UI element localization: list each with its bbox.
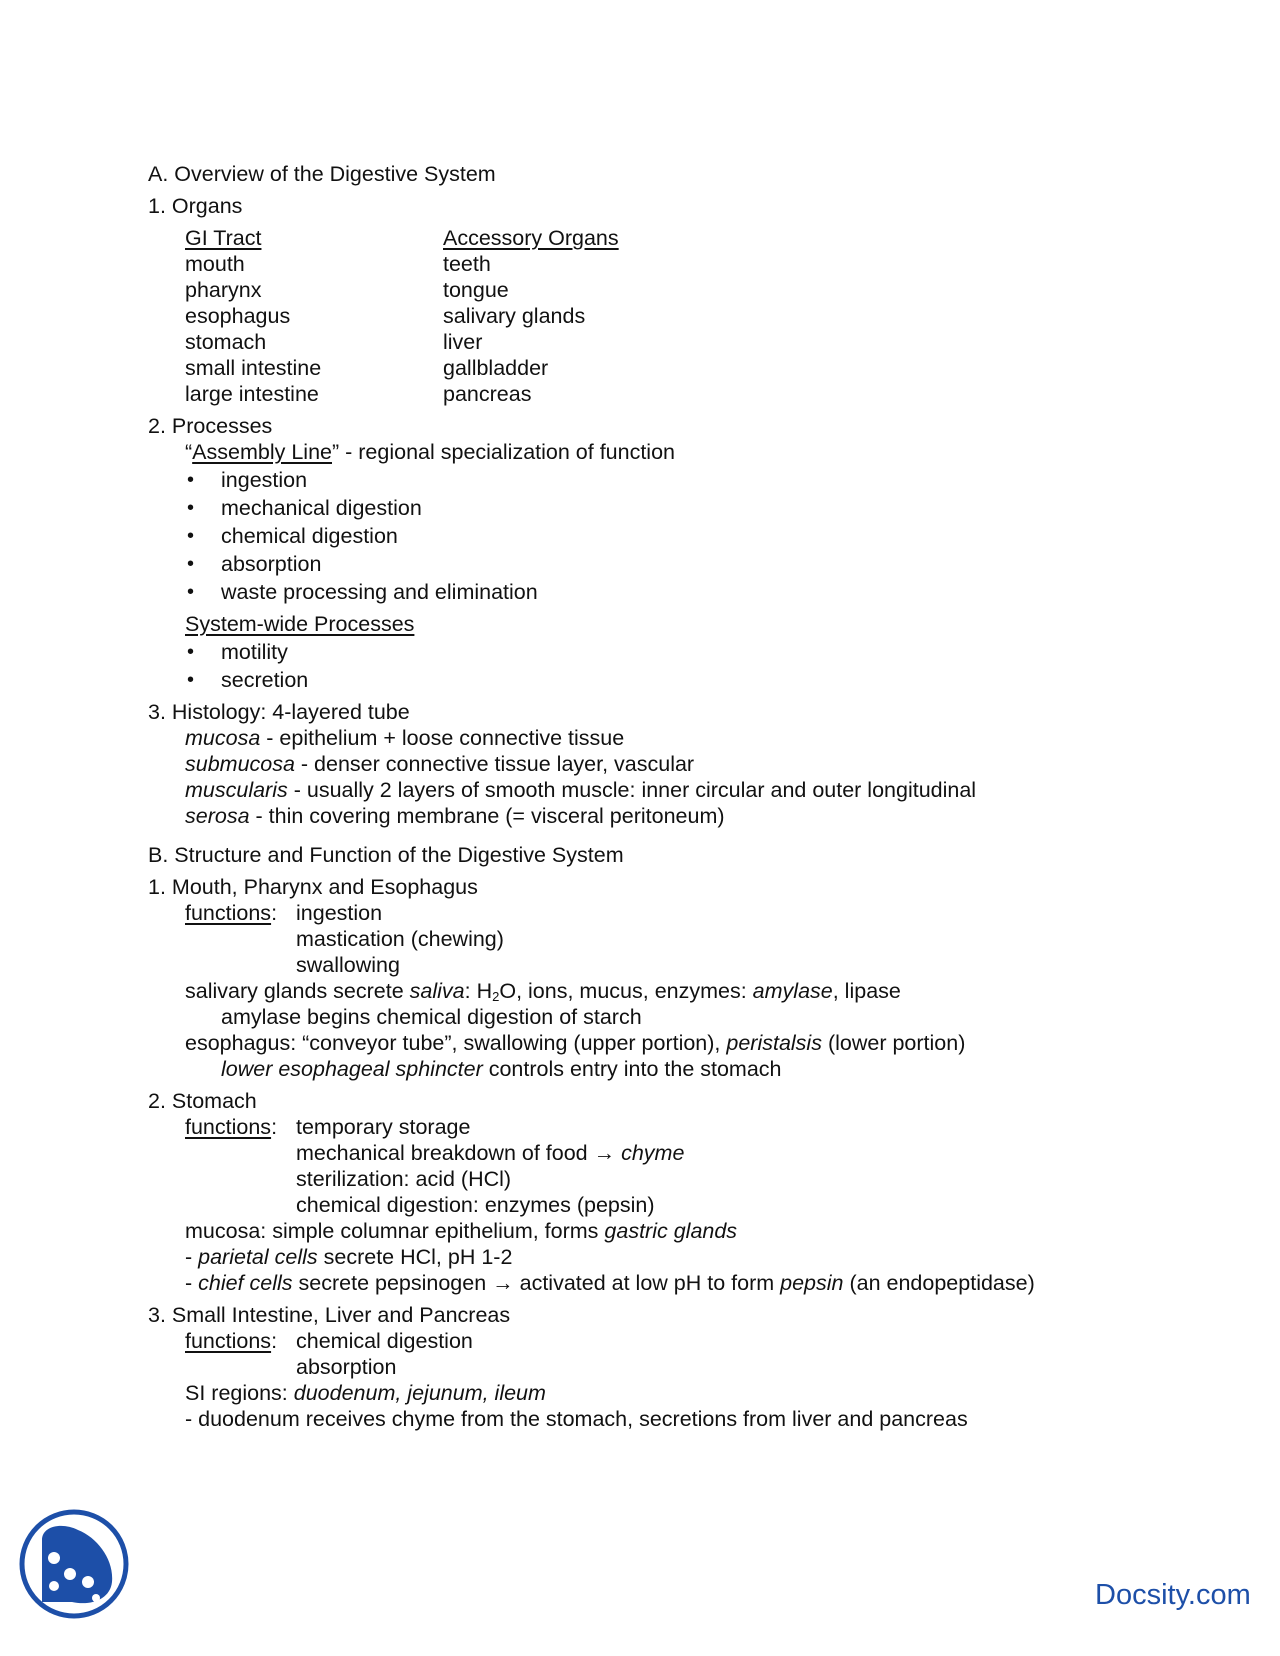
text: esophagus: “conveyor tube”, swallowing (upper portion), (185, 1031, 727, 1055)
docsity-logo-icon[interactable] (18, 1508, 130, 1620)
text: mucosa: simple columnar epithelium, forms (185, 1219, 605, 1243)
text: - (185, 1245, 199, 1269)
layer-desc: - epithelium + loose connective tissue (260, 726, 625, 750)
amylase-term: amylase (752, 979, 833, 1003)
sphincter-term: lower esophageal sphincter (221, 1057, 483, 1081)
process-item: ingestion (221, 468, 308, 492)
histology-layer (185, 803, 725, 829)
colon: : (271, 1329, 278, 1353)
accessory-item: teeth (443, 252, 491, 276)
text: O, ions, mucus, enzymes: (499, 979, 753, 1003)
organs-heading: 1. Organs (148, 194, 243, 218)
accessory-item: liver (443, 330, 483, 354)
layer-desc: - denser connective tissue layer, vascular (294, 752, 695, 776)
assembly-line-note (185, 439, 675, 465)
subscript: 2 (492, 989, 500, 1004)
layer-term: serosa (185, 804, 250, 828)
si-regions-line (185, 1380, 546, 1406)
layer-term: mucosa (185, 726, 261, 750)
amylase-line: amylase begins chemical digestion of starch (221, 1005, 642, 1029)
saliva-line (185, 978, 901, 1004)
function-item: chemical digestion: enzymes (pepsin) (296, 1193, 655, 1217)
colon: : (271, 1115, 278, 1139)
text: secrete HCl, pH 1-2 (317, 1245, 513, 1269)
text: SI regions: (185, 1381, 294, 1405)
docsity-brand-link[interactable]: Docsity.com (1095, 1579, 1251, 1611)
text: controls entry into the stomach (482, 1057, 782, 1081)
gi-tract-header: GI Tract (185, 226, 262, 250)
accessory-organs-header: Accessory Organs (443, 226, 619, 250)
esophagus-line (185, 1030, 965, 1056)
gi-item: mouth (185, 252, 245, 276)
chyme-term: chyme (621, 1141, 685, 1165)
text: salivary glands secrete (185, 979, 410, 1003)
function-item: mastication (chewing) (296, 927, 504, 951)
histology-layer (185, 751, 694, 777)
gastric-glands-term: gastric glands (604, 1219, 738, 1243)
accessory-item: tongue (443, 278, 509, 302)
bullet-icon: • (187, 469, 195, 491)
parietal-line (185, 1244, 512, 1270)
process-item: mechanical digestion (221, 496, 422, 520)
function-item: absorption (296, 1355, 397, 1379)
system-wide-header: System-wide Processes (185, 612, 415, 636)
parietal-term: parietal cells (198, 1245, 318, 1269)
accessory-item: gallbladder (443, 356, 549, 380)
gi-item: large intestine (185, 382, 319, 406)
mouth-heading: 1. Mouth, Pharynx and Esophagus (148, 875, 478, 899)
bullet-icon: • (187, 497, 195, 519)
layer-term: muscularis (185, 778, 288, 802)
bullet-icon: • (187, 641, 195, 663)
text: (lower portion) (821, 1031, 966, 1055)
processes-heading: 2. Processes (148, 414, 273, 438)
gi-item: esophagus (185, 304, 291, 328)
gi-item: stomach (185, 330, 267, 354)
section-a-heading: A. Overview of the Digestive System (148, 162, 496, 186)
function-item: chemical digestion (296, 1329, 473, 1353)
text: , lipase (832, 979, 901, 1003)
bullet-icon: • (187, 581, 195, 603)
layer-term: submucosa (185, 752, 295, 776)
function-item: sterilization: acid (HCl) (296, 1167, 512, 1191)
functions-term: functions (185, 901, 272, 925)
function-item: ingestion (296, 901, 383, 925)
histology-layer (185, 725, 624, 751)
accessory-item: salivary glands (443, 304, 586, 328)
assembly-line-desc: ” - regional specialization of function (332, 440, 675, 464)
functions-term: functions (185, 1329, 272, 1353)
bullet-icon: • (187, 669, 195, 691)
pepsin-term: pepsin (780, 1271, 844, 1295)
regions-terms: duodenum, jejunum, ileum (293, 1381, 546, 1405)
functions-label (185, 1328, 277, 1354)
layer-desc: - usually 2 layers of smooth muscle: inner circular and outer longitudinal (287, 778, 977, 802)
gi-item: pharynx (185, 278, 262, 302)
system-item: motility (221, 640, 288, 664)
open-quote: “ (185, 440, 193, 464)
text: - (185, 1271, 199, 1295)
function-item: temporary storage (296, 1115, 471, 1139)
histology-layer (185, 777, 976, 803)
bullet-icon: • (187, 525, 195, 547)
process-item: absorption (221, 552, 322, 576)
assembly-line-term: Assembly Line (192, 440, 332, 464)
peristalsis-term: peristalsis (726, 1031, 822, 1055)
section-b-heading: B. Structure and Function of the Digestive System (148, 843, 624, 867)
chief-term: chief cells (198, 1271, 293, 1295)
histology-heading: 3. Histology: 4-layered tube (148, 700, 410, 724)
small-intestine-heading: 3. Small Intestine, Liver and Pancreas (148, 1303, 511, 1327)
system-item: secretion (221, 668, 309, 692)
bullet-icon: • (187, 553, 195, 575)
text: : H (464, 979, 493, 1003)
gi-item: small intestine (185, 356, 322, 380)
process-item: chemical digestion (221, 524, 398, 548)
saliva-term: saliva (409, 979, 465, 1003)
mucosa-line (185, 1218, 737, 1244)
layer-desc: - thin covering membrane (= visceral peritoneum) (249, 804, 725, 828)
functions-label (185, 1114, 277, 1140)
text: mechanical breakdown of food → (296, 1141, 622, 1165)
process-item: waste processing and elimination (221, 580, 538, 604)
functions-term: functions (185, 1115, 272, 1139)
text: (an endopeptidase) (843, 1271, 1035, 1295)
function-item: swallowing (296, 953, 400, 977)
function-item (296, 1140, 684, 1166)
chief-line (185, 1270, 1035, 1296)
stomach-heading: 2. Stomach (148, 1089, 257, 1113)
functions-label (185, 900, 277, 926)
colon: : (271, 901, 278, 925)
accessory-item: pancreas (443, 382, 532, 406)
duodenum-line: - duodenum receives chyme from the stomach, secretions from liver and pancreas (185, 1407, 968, 1431)
sphincter-line (221, 1056, 782, 1082)
text: secrete pepsinogen → activated at low pH to form (292, 1271, 781, 1295)
